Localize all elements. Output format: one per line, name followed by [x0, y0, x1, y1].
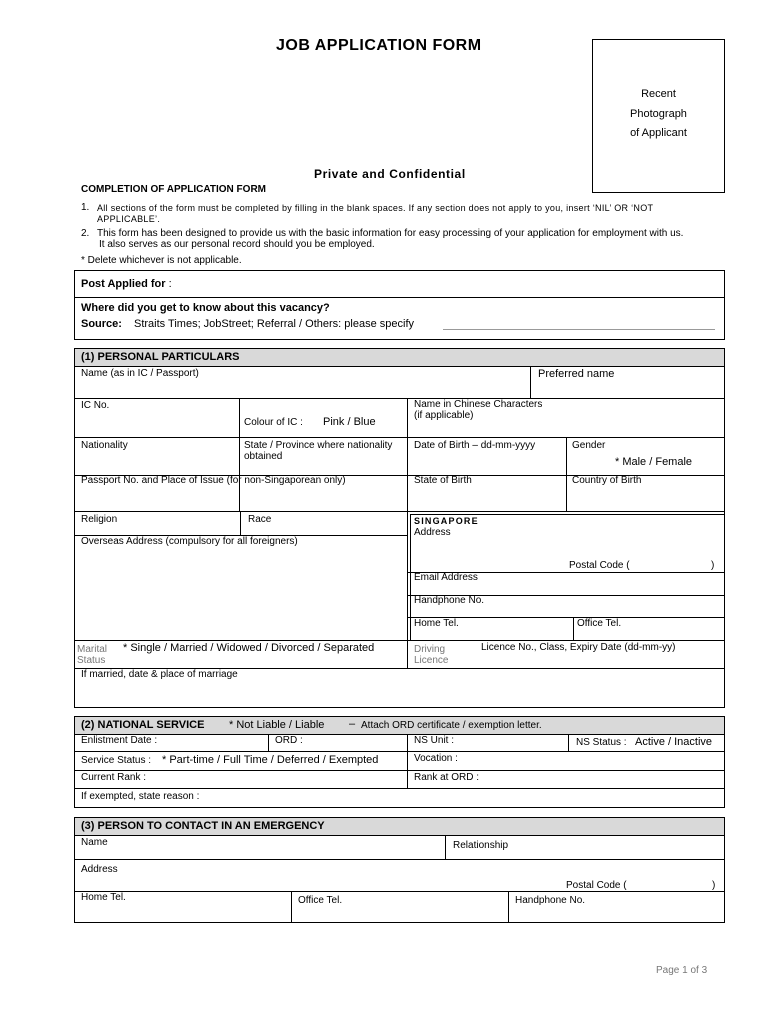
marital-status-label-2: Status — [77, 655, 106, 666]
vacancy-question: Where did you get to know about this vacancy? — [81, 302, 330, 314]
overseas-address-label[interactable]: Overseas Address (compulsory for all foreigners) — [81, 536, 298, 547]
emergency-contact-header — [74, 817, 725, 836]
page-number: Page 1 of 3 — [656, 965, 708, 976]
ns-attach-note: Attach ORD certificate / exemption letter. — [361, 720, 542, 731]
driving-licence-label: Driving — [414, 644, 446, 655]
marital-status-options[interactable]: * Single / Married / Widowed / Divorced / Separated — [123, 642, 375, 654]
completion-heading: COMPLETION OF APPLICATION FORM — [81, 184, 266, 195]
exemption-reason-label[interactable]: If exempted, state reason : — [81, 791, 200, 802]
race-label[interactable]: Race — [248, 514, 272, 525]
ic-number-label[interactable]: IC No. — [81, 400, 110, 411]
source-label: Source: — [81, 318, 122, 330]
source-options: Straits Times; JobStreet; Referral / Others: please specify — [134, 318, 414, 330]
ic-colour-options[interactable]: Pink / Blue — [323, 416, 376, 428]
ns-status-options[interactable]: Active / Inactive — [635, 736, 713, 748]
name-field-label[interactable]: Name (as in IC / Passport) — [81, 368, 199, 379]
emergency-home-tel-label[interactable]: Home Tel. — [81, 892, 126, 903]
ns-unit-label[interactable]: NS Unit : — [414, 735, 455, 746]
email-label[interactable]: Email Address — [414, 572, 478, 583]
photo-line-2: Photograph — [630, 108, 687, 120]
religion-label[interactable]: Religion — [81, 514, 118, 525]
licence-fields[interactable]: Licence No., Class, Expiry Date (dd-mm-yy) — [481, 642, 676, 653]
sg-postal-code-label[interactable]: Postal Code ( — [569, 560, 630, 571]
photo-line-3: of Applicant — [630, 127, 687, 139]
sg-address-label[interactable]: Address — [414, 527, 451, 538]
instruction-1-number: 1. — [81, 202, 90, 213]
sg-postal-code-close: ) — [711, 560, 715, 571]
emergency-contact-table — [74, 835, 725, 923]
confidential-subtitle: Private and Confidential — [314, 167, 466, 181]
nationality-label[interactable]: Nationality — [81, 440, 128, 451]
post-applied-label[interactable]: Post Applied for : — [81, 278, 172, 290]
emergency-postal-code-close: ) — [712, 880, 716, 891]
delete-note: * Delete whichever is not applicable. — [81, 255, 242, 266]
ns-liability-options[interactable]: * Not Liable / Liable — [229, 719, 325, 731]
emergency-office-tel-label[interactable]: Office Tel. — [298, 895, 343, 906]
chinese-name-label[interactable]: Name in Chinese Characters — [414, 399, 543, 410]
marital-status-label: Marital — [77, 644, 108, 655]
emergency-relationship-label[interactable]: Relationship — [453, 840, 509, 851]
passport-label[interactable]: Passport No. and Place of Issue (for non-Singaporean only) — [81, 475, 346, 486]
ic-colour-label: Colour of IC : — [244, 417, 303, 428]
instruction-2-number: 2. — [81, 228, 90, 239]
preferred-name-label[interactable]: Preferred name — [538, 368, 615, 380]
handphone-label[interactable]: Handphone No. — [414, 595, 485, 606]
instruction-2-line-1: This form has been designed to provide us with the basic information for easy processing of your application for employment with us. — [97, 228, 684, 239]
service-status-options[interactable]: * Part-time / Full Time / Deferred / Exempted — [162, 754, 379, 766]
personal-section-header — [74, 348, 725, 367]
ord-label[interactable]: ORD : — [275, 735, 303, 746]
gender-options[interactable]: * Male / Female — [615, 456, 693, 468]
ns-status-label: NS Status : — [576, 737, 627, 748]
emergency-name-label[interactable]: Name — [81, 837, 108, 848]
date-of-birth-label[interactable]: Date of Birth – dd-mm-yyyy — [414, 440, 536, 451]
singapore-label: SINGAPORE — [414, 516, 479, 526]
emergency-header-text: (3) PERSON TO CONTACT IN AN EMERGENCY — [81, 820, 325, 832]
state-of-birth-label[interactable]: State of Birth — [414, 475, 472, 486]
home-tel-label[interactable]: Home Tel. — [414, 618, 459, 629]
emergency-address-label[interactable]: Address — [81, 864, 118, 875]
chinese-name-note: (if applicable) — [414, 410, 474, 421]
vocation-label[interactable]: Vocation : — [414, 753, 458, 764]
instruction-2-line-2: It also serves as our personal record should you be employed. — [99, 239, 375, 250]
state-province-label[interactable]: State / Province where nationality — [244, 440, 393, 451]
driving-licence-label-2: Licence — [414, 655, 449, 666]
ns-dash: – — [349, 718, 356, 730]
national-service-header — [74, 716, 725, 735]
emergency-handphone-label[interactable]: Handphone No. — [515, 895, 586, 906]
personal-header-text: (1) PERSONAL PARTICULARS — [81, 351, 240, 363]
enlistment-date-label[interactable]: Enlistment Date : — [81, 735, 158, 746]
ns-header-text: (2) NATIONAL SERVICE — [81, 719, 205, 731]
state-province-label-2: obtained — [244, 451, 283, 462]
form-title: JOB APPLICATION FORM — [276, 37, 482, 54]
emergency-postal-code-label[interactable]: Postal Code ( — [566, 880, 627, 891]
photo-placeholder — [592, 39, 725, 193]
current-rank-label[interactable]: Current Rank : — [81, 772, 147, 783]
gender-label: Gender — [572, 440, 606, 451]
photo-line-1: Recent — [641, 88, 676, 100]
country-of-birth-label[interactable]: Country of Birth — [572, 475, 642, 486]
instruction-1-line-1: All sections of the form must be completed by filling in the blank spaces. If any section does not apply to you, insert ‘NIL’ OR ‘NOT — [97, 203, 654, 213]
rank-at-ord-label[interactable]: Rank at ORD : — [414, 772, 480, 783]
service-status-label: Service Status : — [81, 755, 152, 766]
office-tel-label[interactable]: Office Tel. — [577, 618, 622, 629]
instruction-1-line-2: APPLICABLE’. — [97, 214, 161, 224]
marriage-details-label[interactable]: If married, date & place of marriage — [81, 669, 238, 680]
source-specify-field[interactable] — [443, 318, 715, 330]
